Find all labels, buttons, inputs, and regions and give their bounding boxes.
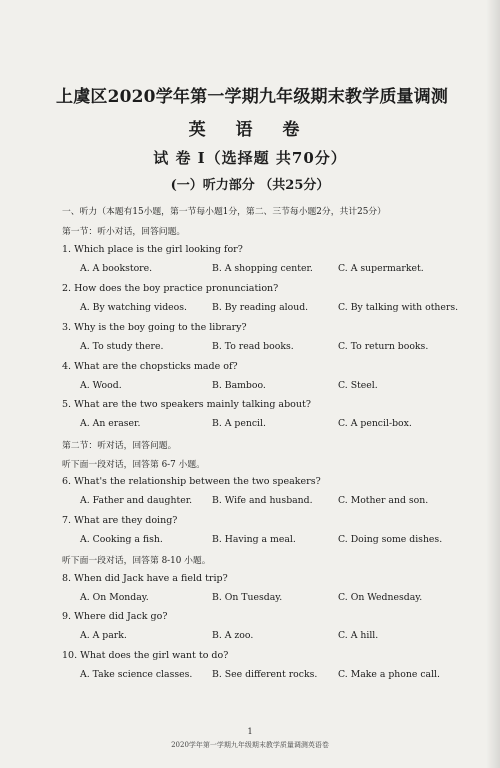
question-3-option-c: C. To return books.	[338, 341, 429, 352]
question-1-option-c: C. A supermarket.	[338, 263, 424, 274]
question-5-option-a: A. An eraser.	[80, 418, 141, 429]
question-9-option-c: C. A hill.	[338, 630, 379, 641]
section-heading: 试 卷 I（选择题 共70分）	[153, 149, 347, 167]
question-8-option-c: C. On Wednesday.	[338, 592, 423, 603]
question-4-option-c: C. Steel.	[338, 380, 378, 391]
footer-caption: 2020学年第一学期九年级期末教学质量调测英语卷	[171, 741, 329, 749]
question-5-option-b: B. A pencil.	[212, 418, 266, 429]
question-8: 8. When did Jack have a field trip?	[62, 573, 228, 584]
question-4-option-a: A. Wood.	[80, 380, 122, 391]
question-6-option-a: A. Father and daughter.	[80, 495, 193, 506]
question-2: 2. How does the boy practice pronunciation?	[62, 283, 279, 294]
question-9-option-a: A. A park.	[80, 630, 127, 641]
question-10: 10. What does the girl want to do?	[62, 650, 229, 661]
page-number: 1	[247, 727, 253, 736]
question-10-option-a: A. Take science classes.	[80, 669, 193, 680]
question-9: 9. Where did Jack go?	[62, 611, 168, 622]
question-7-option-a: A. Cooking a fish.	[80, 534, 163, 545]
dialog-6-7-instruction: 听下面一段对话，回答第 6-7 小题。	[62, 460, 205, 470]
question-1-option-a: A. A bookstore.	[80, 263, 153, 274]
question-9-option-b: B. A zoo.	[212, 630, 254, 641]
question-1: 1. Which place is the girl looking for?	[62, 244, 243, 255]
section2-instruction: 第二节：听对话，回答问题。	[62, 441, 177, 451]
question-3: 3. Why is the boy going to the library?	[62, 322, 247, 333]
question-2-option-c: C. By talking with others.	[338, 302, 459, 313]
question-3-option-a: A. To study there.	[80, 341, 164, 352]
question-8-option-b: B. On Tuesday.	[212, 592, 283, 603]
question-4: 4. What are the chopsticks made of?	[62, 361, 238, 372]
question-4-option-b: B. Bamboo.	[212, 380, 266, 391]
question-2-option-a: A. By watching videos.	[80, 302, 187, 313]
question-6-option-c: C. Mother and son.	[338, 495, 429, 506]
question-7: 7. What are they doing?	[62, 515, 178, 526]
question-10-option-c: C. Make a phone call.	[338, 669, 440, 680]
question-1-option-b: B. A shopping center.	[212, 263, 313, 274]
question-10-option-b: B. See different rocks.	[212, 669, 318, 680]
question-7-option-b: B. Having a meal.	[212, 534, 296, 545]
question-8-option-a: A. On Monday.	[80, 592, 149, 603]
question-6-option-b: B. Wife and husband.	[212, 495, 313, 506]
dialog-8-10-instruction: 听下面一段对话，回答第 8-10 小题。	[62, 556, 211, 566]
question-6: 6. What's the relationship between the two speakers?	[62, 476, 321, 487]
question-7-option-c: C. Doing some dishes.	[338, 534, 443, 545]
question-2-option-b: B. By reading aloud.	[212, 302, 309, 313]
part-heading: (一）听力部分 （共25分）	[170, 178, 330, 193]
exam-subject: 英 语 卷	[188, 120, 312, 140]
question-5: 5. What are the two speakers mainly talking about?	[62, 399, 311, 410]
question-5-option-c: C. A pencil-box.	[338, 418, 412, 429]
exam-title: 上虞区2020学年第一学期九年级期末教学质量调测	[56, 87, 449, 107]
question-3-option-b: B. To read books.	[212, 341, 294, 352]
section1-instruction: 第一节：听小对话，回答问题。	[62, 227, 186, 237]
listening-heading: 一、听力（本题有15小题，第一节每小题1分，第二、三节每小题2分，共计25分）	[62, 207, 386, 217]
